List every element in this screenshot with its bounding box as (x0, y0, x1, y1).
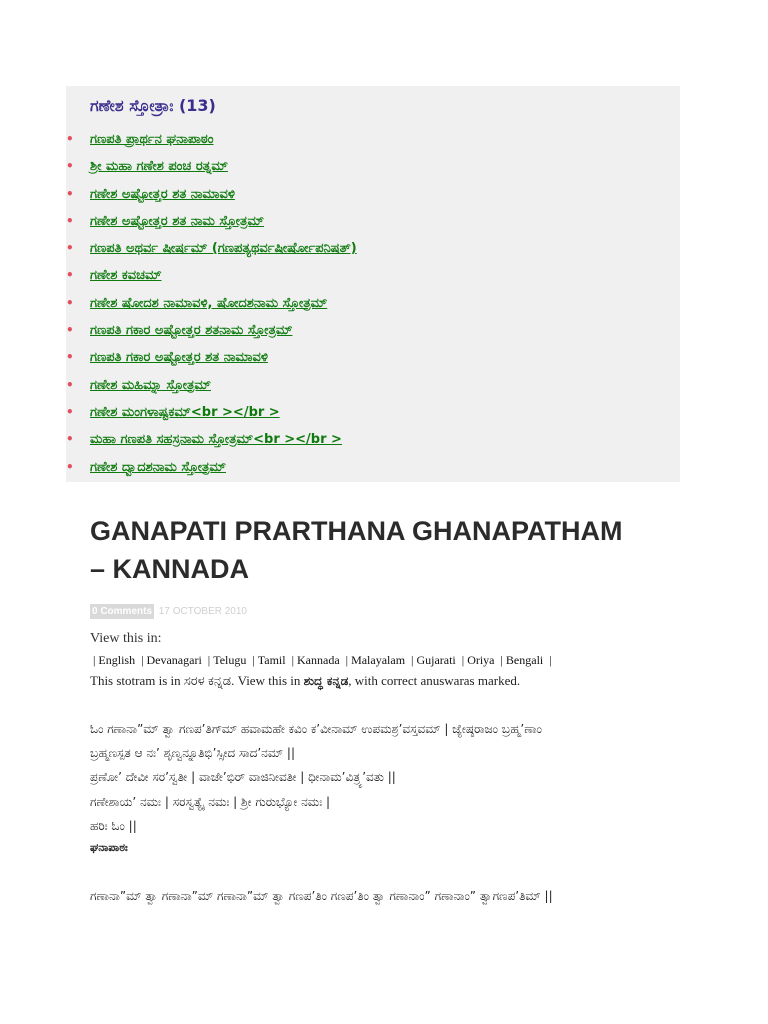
list-item (66, 126, 680, 153)
stotra-link[interactable]: ಗಣೇಶ ಮಂಗಳಾಷ್ಟಕಮ್<br ></br > (90, 404, 280, 420)
verse-line: ಓಂ ಗಣಾನಾ”ಮ್ ತ್ವಾ ಗಣಪ’ತಿಗ್‍ಮ್ ಹವಾಮಹೇ ಕವಿಂ ಕ’ವೀನಾಮ್ ಉಪಮಶ್ರ’ವಸ್ತವಮ್ | ಜ್ಯೇಷ್ಠರಾಜಂ ಬ್ರಹ್ಮ’ಣಾಂ (90, 722, 542, 736)
post-title (90, 512, 690, 588)
stotra-link[interactable]: ಮಹಾ ಗಣಪತಿ ಸಹಸ್ರನಾಮ ಸ್ತೋತ್ರಮ್<br ></br > (90, 432, 342, 448)
language-link-malayalam[interactable]: Malayalam (351, 653, 406, 667)
list-item (66, 290, 680, 317)
stotra-link[interactable]: ಗಣಪತಿ ಗಕಾರ ಅಷ್ಟೋತ್ತರ ಶತನಾಮ ಸ್ತೋತ್ರಮ್ (90, 323, 293, 339)
stotra-link[interactable]: ಗಣಪತಿ ಗಕಾರ ಅಷ್ಟೋತ್ತರ ಶತ ನಾಮಾವಳಿ (90, 350, 268, 366)
language-link-kannada[interactable]: Kannada (297, 653, 340, 667)
stotra-link[interactable]: ಗಣೇಶ ಅಷ್ಟೋತ್ತರ ಶತ ನಾಮ ಸ್ತೋತ್ರಮ್ (90, 213, 265, 229)
view-in-label: View this in: (90, 631, 162, 646)
stotra-link[interactable]: ಗಣೇಶ ಕವಚಮ್ (90, 268, 162, 284)
list-item (66, 399, 680, 426)
shuddha-kannada-link[interactable]: ಶುದ್ಧ ಕನ್ನಡ (303, 674, 349, 688)
post-meta (90, 606, 247, 617)
list-item (66, 208, 680, 235)
language-link-telugu[interactable]: Telugu (213, 653, 247, 667)
list-item (66, 317, 680, 344)
verse-line: ಗಣೇಶಾಯ’ ನಮಃ | ಸರಸ್ವತ್ಯೈ ನಮಃ | ಶ್ರೀ ಗುರುಭ್ಯೋ ನಮಃ | (90, 795, 331, 809)
comments-count-link[interactable]: 0 Comments (92, 606, 153, 617)
script-note-text: This stotram is in ಸರಳ ಕನ್ನಡ. View this in (90, 673, 304, 688)
list-item (66, 262, 680, 289)
stotra-link[interactable]: ಗಣೇಶ ಅಷ್ಟೋತ್ತರ ಶತ ನಾಮಾವಳಿ (90, 186, 235, 202)
language-link-gujarati[interactable]: Gujarati (416, 653, 456, 667)
related-stotras-box (66, 86, 680, 482)
post-title-line-2: – KANNADA (90, 554, 250, 584)
stotra-link[interactable]: ಗಣಪತಿ ಅಥರ್ವ ಷೀರ್ಷಮ್ (ಗಣಪತ್ಯಥರ್ವಷೀರ್ಷೋಪನಿಷತ್) (90, 241, 357, 257)
language-link-tamil[interactable]: Tamil (257, 653, 286, 667)
language-link-bengali[interactable]: Bengali (505, 653, 544, 667)
verse-line: ಹರಿಃ ಓಂ || (90, 819, 137, 833)
verse-line: ಪ್ರಣೋ’ ದೇವೀ ಸರ’ಸ್ವತೀ | ವಾಜೇ’ಭಿರ್ ವಾಜಿನೀವತೀ | ಧೀನಾಮ’ವಿತ್ರ್ಯ’ವತು || (90, 770, 396, 784)
list-item (66, 153, 680, 180)
stotra-link[interactable]: ಗಣಪತಿ ಪ್ರಾರ್ಥನ ಘನಾಪಾಠಂ (90, 132, 214, 147)
verse-line: ಗಣಾನಾ”ಮ್ ತ್ವಾ ಗಣಾನಾ”ಮ್ ಗಣಾನಾ”ಮ್ ತ್ವಾ ಗಣಪ’ತಿಂ ಗಣಪ’ತಿಂ ತ್ವಾ ಗಣಾನಾಂ” ಗಣಾನಾಂ” ತ್ವಾಗಣಪ’ತಿಮ್ || (90, 889, 553, 903)
list-item (66, 235, 680, 262)
section-heading: ಘನಾಪಾಠಃ (90, 841, 128, 854)
language-link-english[interactable]: English (98, 653, 136, 667)
related-stotras-title: ಗಣೇಶ ಸ್ತೋತ್ರಾಃ (13) (90, 96, 216, 115)
script-note (90, 673, 520, 689)
script-note-suffix: , with correct anuswaras marked. (348, 673, 521, 688)
language-link-devanagari[interactable]: Devanagari (146, 653, 202, 667)
language-links: | English | Devanagari | Telugu | Tamil | Kannada | Malayalam | Gujarati | Oriya | Bengali | (93, 653, 552, 667)
list-item (66, 454, 680, 481)
post-date: 17 OCTOBER 2010 (158, 606, 247, 617)
stotra-link[interactable]: ಗಣೇಶ ಮಹಿಮ್ನಾ ಸ್ತೋತ್ರಮ್ (90, 377, 211, 393)
language-link-oriya[interactable]: Oriya (467, 653, 495, 667)
list-item (66, 344, 680, 371)
stotra-link[interactable]: ಗಣೇಶ ದ್ವಾದಶನಾಮ ಸ್ತೋತ್ರಮ್ (90, 459, 227, 475)
verse-line: ಬ್ರಹ್ಮಣಸ್ಪತ ಆ ನಃ’ ಶೃಣ್ವನ್ನೂತಿಭಿ’ಸ್ಸೀದ ಸಾದ’ನಮ್ || (90, 746, 296, 760)
list-item (66, 426, 680, 453)
list-item (66, 181, 680, 208)
list-item (66, 372, 680, 399)
post-title-line-1: GANAPATI PRARTHANA GHANAPATHAM (90, 516, 623, 546)
related-stotras-list (66, 126, 680, 481)
stotra-link[interactable]: ಶ್ರೀ ಮಹಾ ಗಣೇಶ ಪಂಚ ರತ್ನಮ್ (90, 159, 228, 175)
stotra-link[interactable]: ಗಣೇಶ ಷೋದಶ ನಾಮಾವಳಿ, ಷೋದಶನಾಮ ಸ್ತೋತ್ರಮ್ (90, 295, 328, 311)
